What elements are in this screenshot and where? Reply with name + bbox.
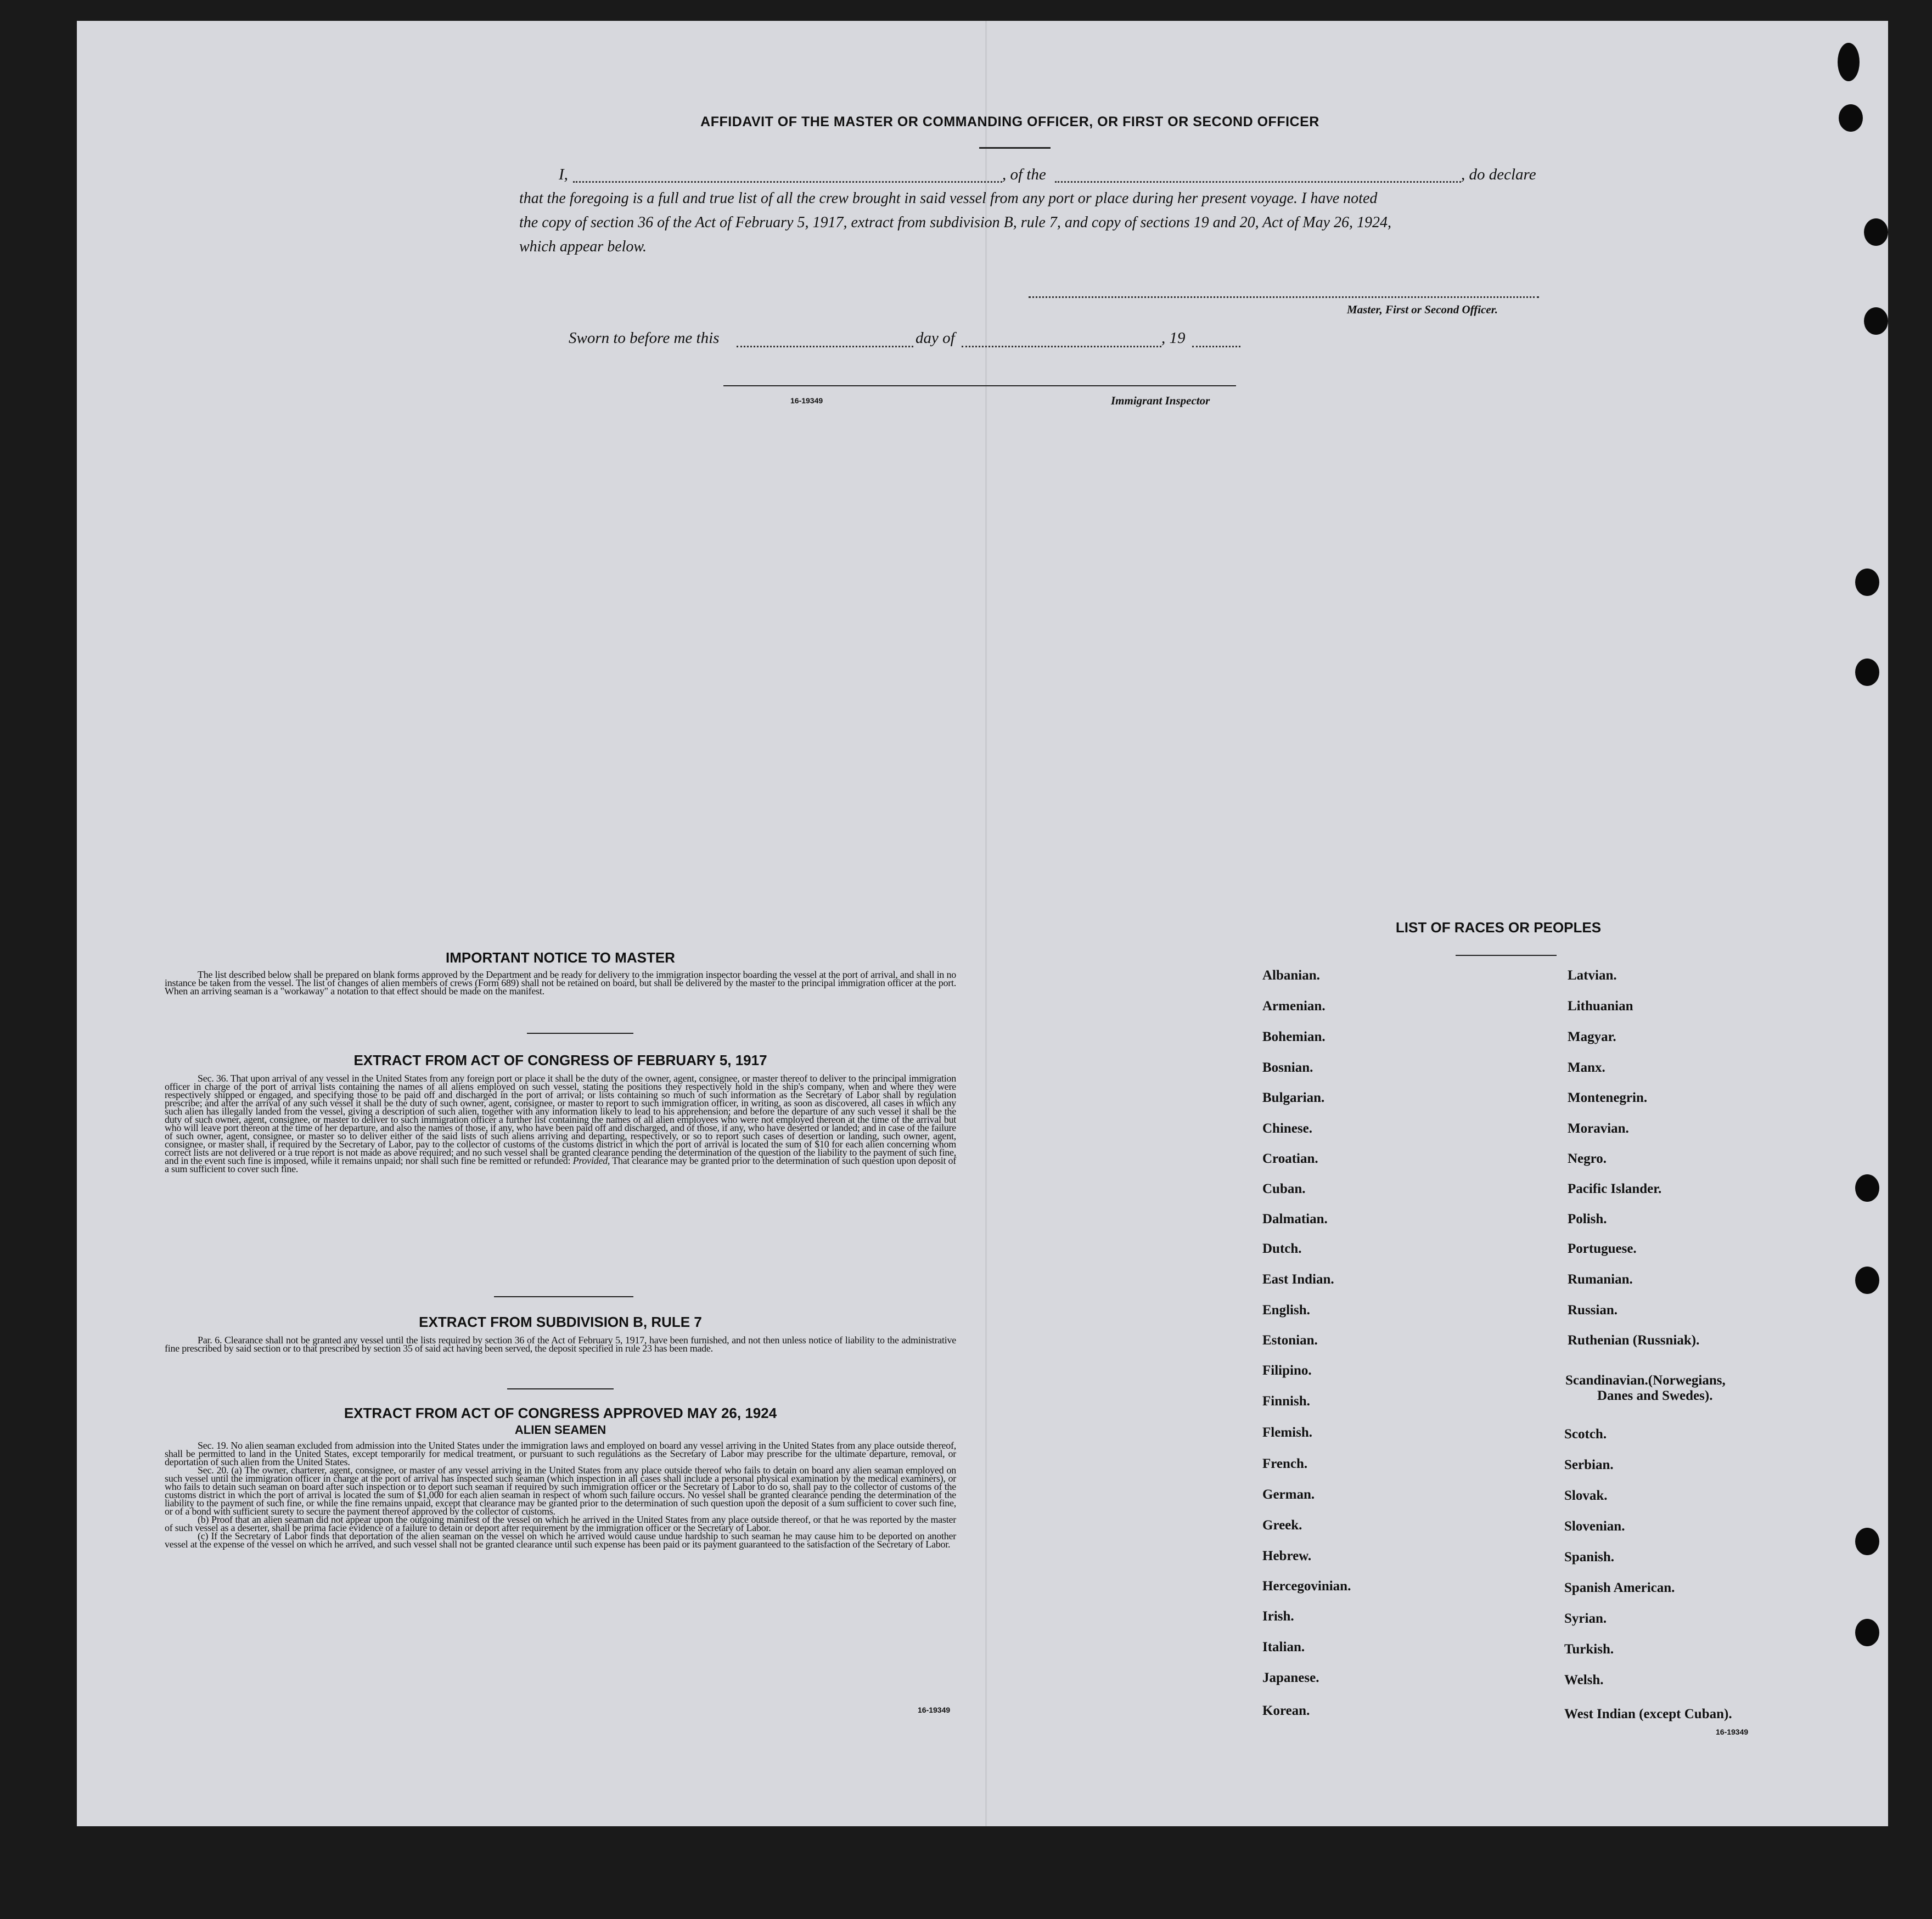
sec20a-text: Sec. 20. (a) The owner, charterer, agent, consignee, or master of any vessel arriving in the United States from any place outside thereof who fails to detain on board any alien seaman employed on such vessel until the immigration officer in charge at the port of arrival has inspected such seaman (which inspection in all cases shall include a personal physical examination by the medical examiners), or who fails to detain such seaman on board after such inspection or to deport such seaman if required by such immigration officer or the Secretary of Labor to do so, shall pay to the collector of customs of the customs district in which the port of arrival is located the sum of $1,000 for each alien seaman in respect of whom such failure occurs. No vessel shall be granted clearance pending the determination of the liability to the payment of such fine, or while the fine remains unpaid, except that clearance may be granted prior to the determination of such question upon the deposit of a sum sufficient to cover such fine, or of a bond with sufficient surety to secure the payment thereof approved by the collector of customs. — [165, 1465, 956, 1517]
year-prefix-label: , 19 — [1161, 329, 1186, 347]
page-fold — [985, 21, 987, 1826]
race-item: Spanish. — [1564, 1550, 1615, 1565]
inspector-caption: Immigrant Inspector — [1111, 394, 1210, 407]
race-item: Danes and Swedes). — [1597, 1388, 1713, 1403]
extract-1917-section — [165, 1052, 956, 1173]
day-of-label: day of — [916, 329, 955, 347]
race-item: Dutch. — [1262, 1241, 1302, 1256]
race-item: Portuguese. — [1568, 1241, 1637, 1256]
race-item: Flemish. — [1262, 1425, 1312, 1440]
section-divider — [527, 1033, 633, 1034]
affidavit-do-declare-label: , do declare — [1461, 166, 1536, 183]
extract-rule7-title: EXTRACT FROM SUBDIVISION B, RULE 7 — [419, 1314, 702, 1330]
sworn-year-field[interactable] — [1192, 346, 1240, 347]
extract-1924-title: EXTRACT FROM ACT OF CONGRESS APPROVED MAY 26, 1924 — [344, 1405, 777, 1421]
sworn-month-field[interactable] — [962, 346, 1161, 347]
race-item: Welsh. — [1564, 1673, 1604, 1687]
race-item: Bosnian. — [1262, 1060, 1313, 1075]
extract-rule7-body: Par. 6. Clearance shall not be granted any vessel until the lists required by section 36 of the Act of February 5, 1917, have been furnished, and not then unless notice of liability to the administrative fine prescribed by said section or to that prescribed by section 35 of said act having been served, the deposit specified in rule 23 has been made. — [165, 1335, 956, 1354]
title-divider — [979, 147, 1051, 149]
race-item: Irish. — [1262, 1609, 1294, 1624]
affidavit-line-3: the copy of section 36 of the Act of February 5, 1917, extract from subdivision B, rule 7, and copy of sections 19 and 20, Act of May 26, 1924, — [519, 214, 1392, 231]
race-item: Slovenian. — [1564, 1519, 1625, 1534]
extract-1917-text: Sec. 36. That upon arrival of any vessel in the United States from any foreign port or place it shall be the duty of the owner, agent, consignee, or master thereof to deliver to the principal immigration officer in charge of the port of arrival lists containing the names of all aliens employed on such vessel, stating the positions they respectively hold in the ship's company, when and where they were respectively shipped or engaged, and specifying those to be paid off and discharged in the port of arrival; or lists containing so much of such information as the Secretary of Labor shall by regulation prescribe; and after the arrival of any such vessel it shall be the duty of such owner, agent, consignee, or master to report to such immigration officer, in writing, as soon as discovered, all cases in which any such alien has illegally landed from the vessel, giving a description of such alien, together with any information likely to lead to his apprehension; and before the departure of any such vessel it shall be the duty of such owner, agent, consignee, or master to deliver to such immigration officer a further list containing the names of all alien employees who were not employed thereon at the time of the arrival but who will leave port thereon at the time of her departure, and also the names of those, if any, who have been paid off and discharged, and of those, if any, who have deserted or landed; and in case of the failure of such owner, agent, consignee, or master so to deliver either of the said lists of such aliens arriving and departing, respectively, or so to report such cases of desertion or landing, such owner, agent, consignee, or master shall, if required by the Secretary of Labor, pay to the collector of customs of the customs district in which the port of arrival is located the sum of $10 for each alien concerning whom correct lists are not delivered or a true report is not made as above required; and no such vessel shall be granted clearance pending the determination of the question of the liability to the payment of such fine, and in the event such fine is imposed, while it remains unpaid; nor shall such fine be remitted or refunded: — [165, 1073, 956, 1166]
binder-hole — [1855, 659, 1879, 686]
race-item: Scandinavian.(Norwegians, — [1565, 1373, 1726, 1388]
affidavit-of-the-label: , of the — [1002, 166, 1046, 183]
race-item: Scotch. — [1564, 1427, 1607, 1442]
race-item: Bulgarian. — [1262, 1090, 1325, 1105]
race-item: Japanese. — [1262, 1670, 1319, 1685]
race-item: Estonian. — [1262, 1333, 1318, 1348]
race-item: Serbian. — [1564, 1457, 1614, 1472]
signature-caption: Master, First or Second Officer. — [1347, 303, 1498, 316]
race-item: Montenegrin. — [1568, 1090, 1648, 1105]
sec20b-text: (b) Proof that an alien seaman did not appear upon the outgoing manifest of the vessel on which he arrived in the United States from any place outside thereof, or that he was reported by the master of such vessel as a deserter, shall be prima facie evidence of a failure to detain or deport after requirement by the immigration officer or the Secretary of Labor. — [165, 1514, 956, 1533]
race-item: Turkish. — [1564, 1642, 1614, 1657]
affidavit-form-number: 16-19349 — [790, 396, 823, 405]
binder-hole — [1864, 307, 1888, 335]
races-form-number: 16-19349 — [1716, 1727, 1749, 1736]
race-item: Lithuanian — [1568, 999, 1633, 1014]
races-title-divider — [1456, 955, 1557, 956]
extract-1924-section — [165, 1405, 956, 1549]
sec20c-text: (c) If the Secretary of Labor finds that deportation of the alien seaman on the vessel on which he arrived would cause undue hardship to such seaman he may cause him to be deported on another vessel at the expense of the vessel on which he arrived, and such vessel shall not be granted clearance until such expense has been paid or its payment guaranteed to the satisfaction of the Secretary of Labor. — [165, 1530, 956, 1550]
section-divider — [494, 1296, 633, 1297]
section-divider — [507, 1388, 614, 1389]
race-item: Russian. — [1568, 1303, 1618, 1318]
binder-hole — [1855, 1267, 1879, 1294]
notice-body: The list described below shall be prepared on blank forms approved by the Department and be ready for delivery to the immigration inspector boarding the vessel at the port of arrival, and shall in no instance be taken from the vessel. The list of changes of alien members of crews (Form 689) shall not be retained on board, but shall be delivered by the master to the principal immigration officer at the port. When an arriving seaman is a "workaway" a notation to that effect should be made on the manifest. — [165, 969, 956, 997]
race-item: Manx. — [1568, 1060, 1605, 1075]
race-item: Hercegovinian. — [1262, 1579, 1351, 1594]
race-item: French. — [1262, 1456, 1308, 1471]
affidavit-title: AFFIDAVIT OF THE MASTER OR COMMANDING OFFICER, OR FIRST OR SECOND OFFICER — [700, 114, 1319, 130]
provided-term: Provided, — [572, 1155, 610, 1166]
race-item: Syrian. — [1564, 1611, 1607, 1626]
sworn-label: Sworn to before me this — [569, 329, 720, 347]
vessel-name-field[interactable] — [1055, 181, 1461, 183]
race-item: Cuban. — [1262, 1181, 1306, 1196]
binder-hole — [1855, 569, 1879, 596]
affidavit-i-label: I, — [559, 166, 568, 183]
race-item: Negro. — [1568, 1151, 1607, 1166]
race-item: Polish. — [1568, 1212, 1607, 1226]
race-item: West Indian (except Cuban). — [1564, 1707, 1732, 1721]
race-item: Italian. — [1262, 1640, 1305, 1654]
inspector-signature-line[interactable] — [723, 385, 1236, 386]
extract-rule7-section — [165, 1314, 956, 1353]
race-item: Armenian. — [1262, 999, 1326, 1014]
extract-1917-title: EXTRACT FROM ACT OF CONGRESS OF FEBRUARY 5, 1917 — [353, 1052, 767, 1068]
race-item: Spanish American. — [1564, 1580, 1675, 1595]
race-item: Korean. — [1262, 1703, 1310, 1718]
notice-title: IMPORTANT NOTICE TO MASTER — [446, 949, 675, 966]
race-item: Hebrew. — [1262, 1549, 1312, 1563]
races-title: LIST OF RACES OR PEOPLES — [1395, 919, 1602, 936]
race-item: East Indian. — [1262, 1272, 1334, 1287]
race-item: German. — [1262, 1487, 1315, 1502]
extract-1917-body — [165, 1074, 956, 1173]
affidavit-line-4: which appear below. — [519, 238, 647, 255]
race-item: Filipino. — [1262, 1363, 1312, 1378]
race-item: Croatian. — [1262, 1151, 1318, 1166]
race-item: Bohemian. — [1262, 1029, 1326, 1044]
race-item: Chinese. — [1262, 1121, 1312, 1136]
binder-hole — [1855, 1174, 1879, 1202]
race-item: Pacific Islander. — [1568, 1181, 1662, 1196]
race-item: Albanian. — [1262, 968, 1320, 983]
binder-hole — [1839, 104, 1863, 132]
race-item: Ruthenian (Russniak). — [1568, 1333, 1700, 1348]
race-item: Slovak. — [1564, 1488, 1608, 1503]
notice-form-number: 16-19349 — [918, 1706, 951, 1714]
race-item: Magyar. — [1568, 1029, 1616, 1044]
important-notice-section — [165, 949, 956, 995]
race-item: Finnish. — [1262, 1394, 1310, 1409]
binder-hole — [1864, 218, 1888, 246]
sworn-day-field[interactable] — [737, 346, 913, 347]
master-name-field[interactable] — [573, 181, 1002, 183]
race-item: Greek. — [1262, 1518, 1302, 1533]
race-item: Moravian. — [1568, 1121, 1629, 1136]
master-signature-field[interactable] — [1029, 296, 1539, 298]
affidavit-line-2: that the foregoing is a full and true list of all the crew brought in said vessel from any port or place during her present voyage. I have noted — [519, 190, 1378, 207]
sec19-text: Sec. 19. No alien seaman excluded from admission into the United States under the immigration laws and employed on board any vessel arriving in the United States from any place outside thereof, shall be permitted to land in the United States, except temporarily for medical treatment, or pursuant to such regulations as the Secretary of Labor may prescribe for the ultimate departure, removal, or deportation of such alien from the United States. — [165, 1440, 956, 1467]
binder-hole — [1838, 43, 1860, 81]
binder-hole — [1855, 1528, 1879, 1555]
race-item: English. — [1262, 1303, 1310, 1318]
binder-hole — [1855, 1619, 1879, 1646]
extract-1917-text-end: That clearance may be granted prior to the determination of such question upon deposit of a sum sufficient to cover such fine. — [165, 1155, 956, 1174]
race-item: Latvian. — [1568, 968, 1617, 983]
race-item: Dalmatian. — [1262, 1212, 1328, 1226]
alien-seamen-subtitle: ALIEN SEAMEN — [514, 1423, 606, 1437]
race-item: Rumanian. — [1568, 1272, 1633, 1287]
